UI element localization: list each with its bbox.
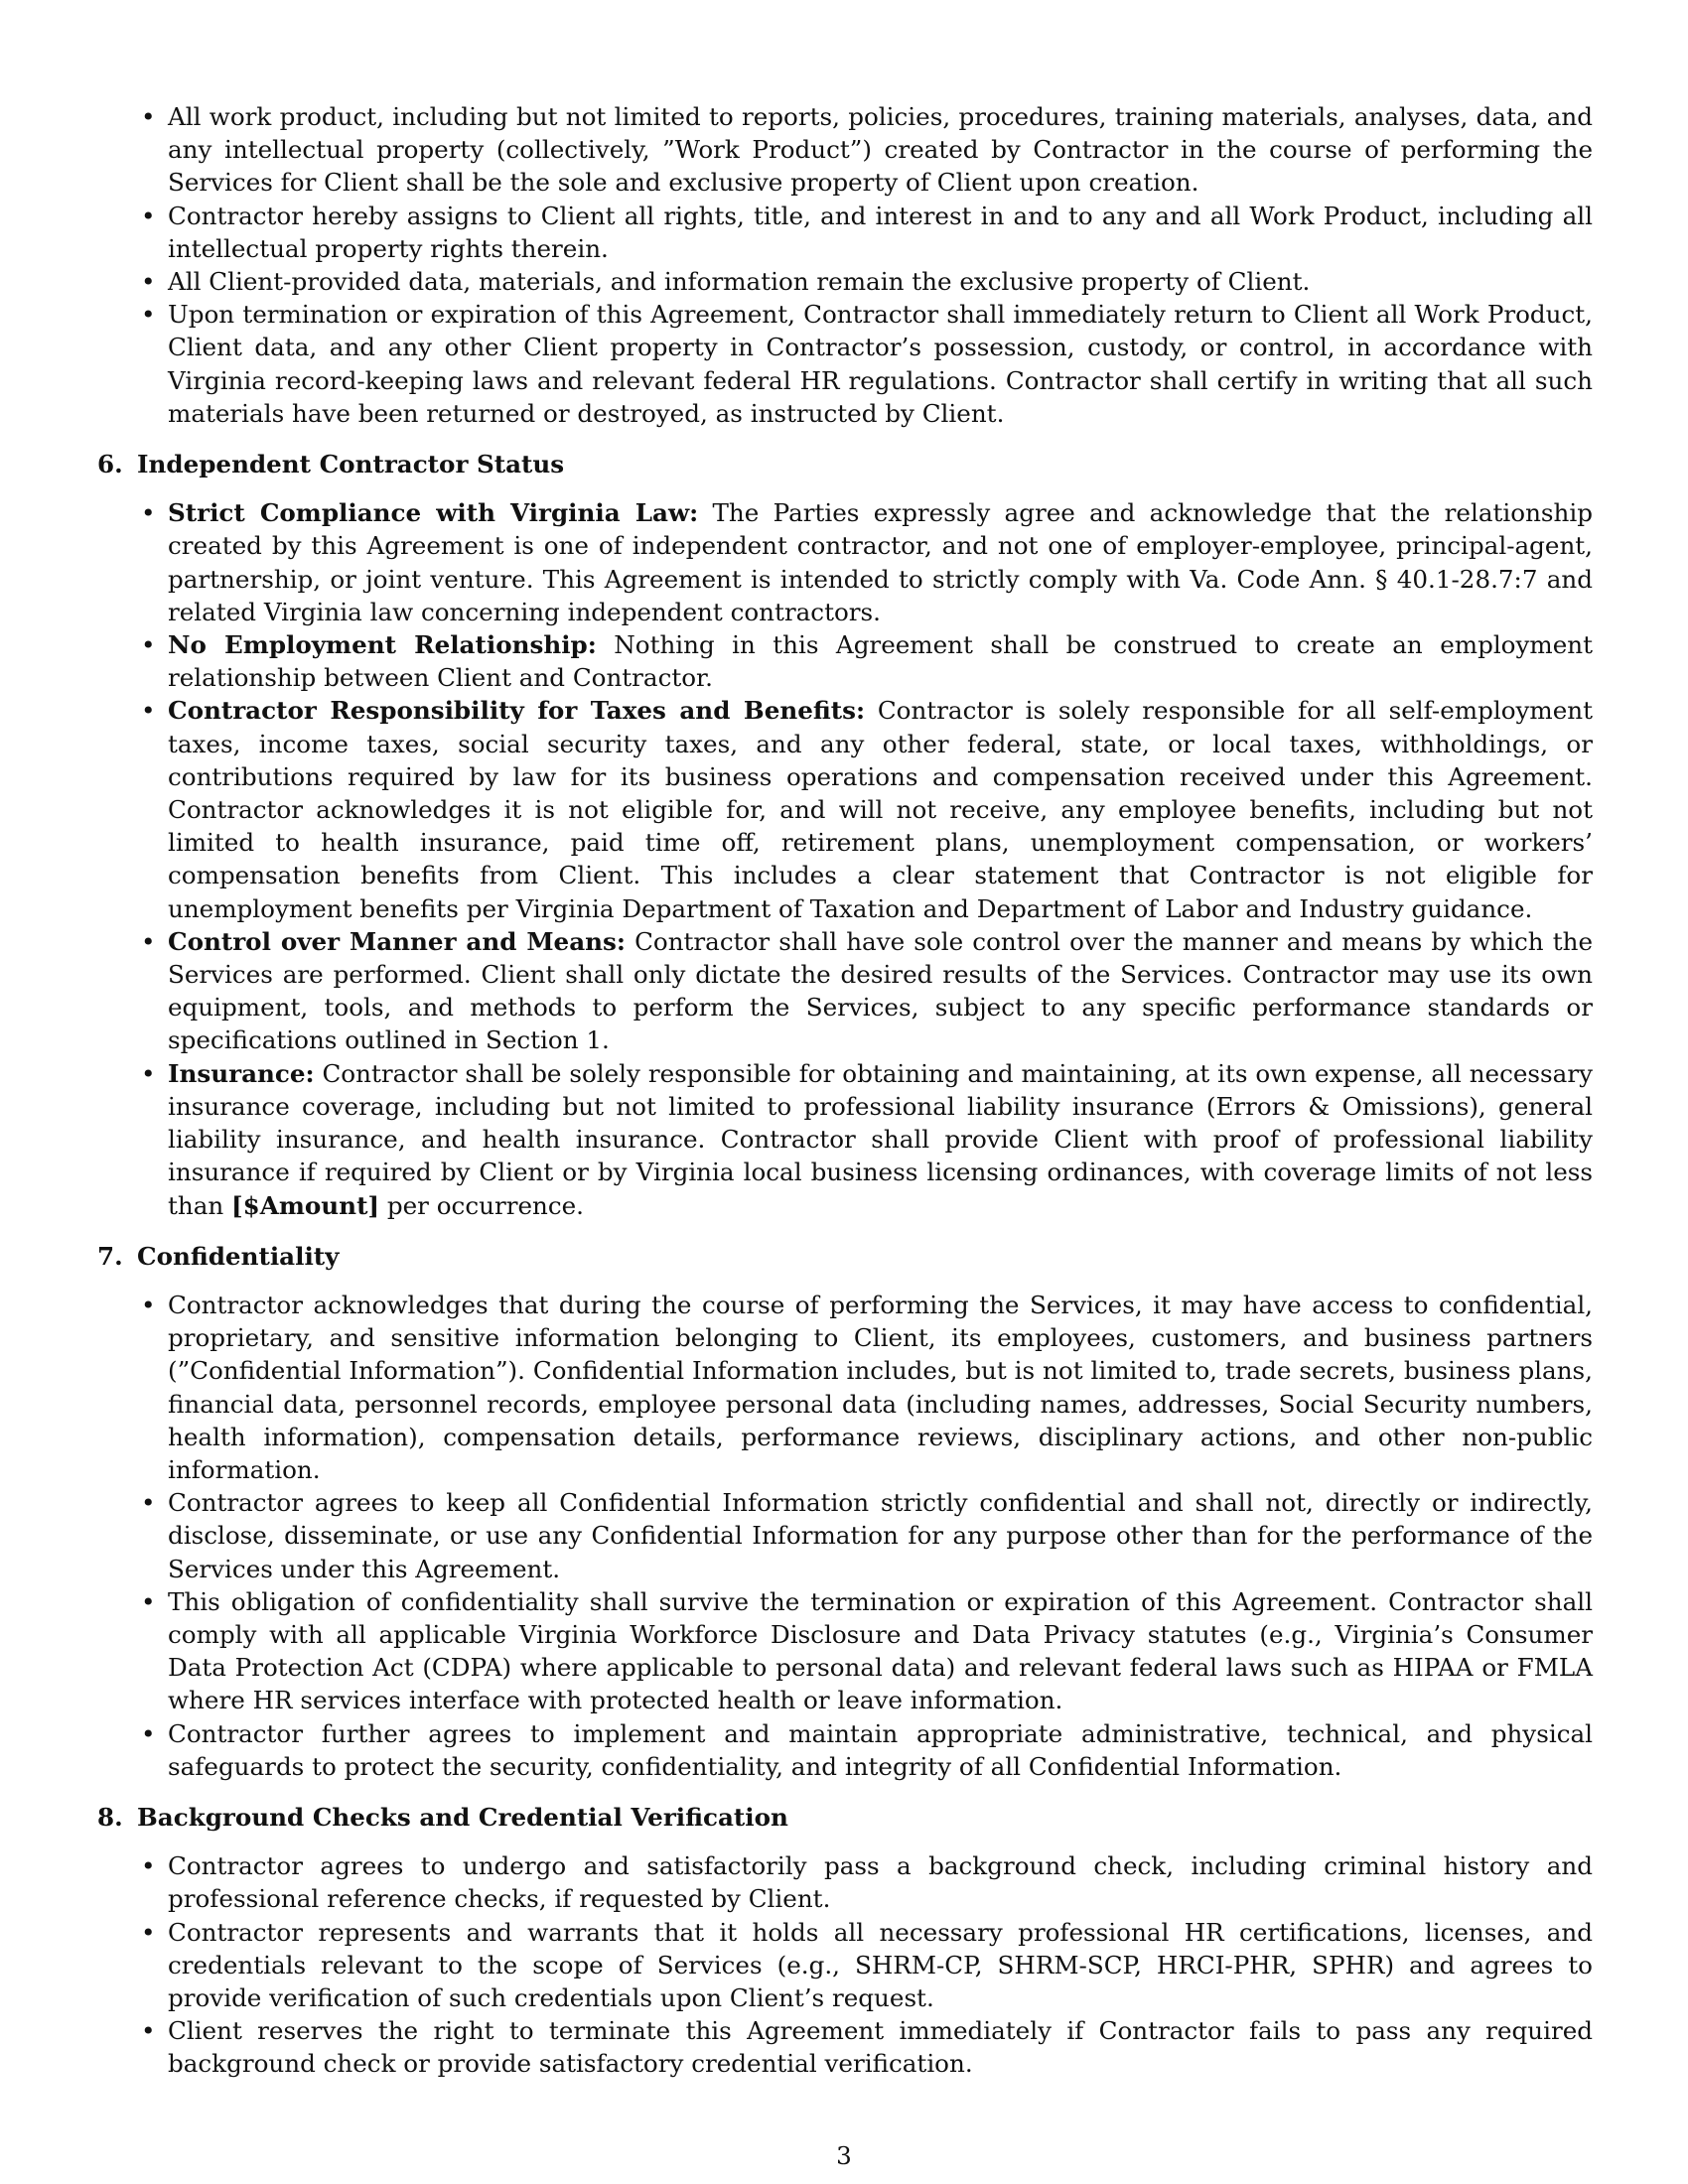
section-number: 7.	[97, 1241, 123, 1271]
list-item: • Contractor agrees to undergo and satisfactorily pass a background check, including criminal history and professional reference checks, if requested by Client.	[97, 1849, 1593, 1915]
item-lead: Insurance:	[168, 1058, 315, 1088]
independent-contractor-list	[97, 496, 1593, 1221]
section-heading-independent-contractor	[97, 448, 1593, 480]
item-text-tail: per occurrence.	[379, 1190, 584, 1220]
list-item: • Contractor represents and warrants that it holds all necessary professional HR certifications, licenses, and credentials relevant to the scope of Services (e.g., SHRM-CP, SHRM-SCP, HRCI-PHR, SPHR) and agrees to provide verification of such credentials upon Client’s request.	[97, 1916, 1593, 2015]
item-lead: No Employment Relationship:	[168, 630, 597, 660]
list-item	[97, 694, 1593, 924]
list-item: • Client reserves the right to terminate this Agreement immediately if Contractor fails to pass any required background check or provide satisfactory credential verification.	[97, 2014, 1593, 2080]
section-number: 8.	[97, 1802, 123, 1832]
item-text: Nothing in this Agreement shall be construed to create an employment relationship between Client and Contractor.	[168, 630, 1593, 693]
item-lead: Contractor Responsibility for Taxes and Benefits:	[168, 696, 866, 726]
list-item: • All work product, including but not limited to reports, policies, procedures, training materials, analyses, data, and any intellectual property (collectively, ”Work Product”) created by Contractor in the course of performing the Services for Client shall be the sole and exclusive property of Client upon creation.	[97, 100, 1593, 200]
section-title: Confidentiality	[137, 1241, 340, 1271]
section-number: 6.	[97, 450, 123, 479]
item-lead: Strict Compliance with Virginia Law:	[168, 498, 699, 528]
section-title: Independent Contractor Status	[137, 450, 565, 479]
section-heading-background-checks	[97, 1801, 1593, 1834]
list-item	[97, 925, 1593, 1057]
list-item	[97, 1057, 1593, 1222]
list-item	[97, 628, 1593, 694]
document-body	[97, 100, 1593, 2081]
list-item: • This obligation of confidentiality shall survive the termination or expiration of this Agreement. Contractor shall comply with all applicable Virginia Workforce Disclosure and Data Privacy statutes (e.g., Virginia’s Consumer Data Protection Act (CDPA) where applicable to personal data) and relevant federal laws such as HIPAA or FMLA where HR services interface with protected health or leave information.	[97, 1585, 1593, 1717]
item-text: Contractor shall have sole control over the manner and means by which the Services are performed. Client shall only dictate the desired results of the Services. Contractor may use its own equipment, tools, and methods to perform the Services, subject to any specific performance standards or specifications outlined in Section 1.	[168, 926, 1593, 1055]
page-number: 3	[836, 2141, 852, 2170]
work-product-list	[97, 100, 1593, 430]
amount-placeholder: [$Amount]	[231, 1190, 380, 1220]
list-item: • Upon termination or expiration of this Agreement, Contractor shall immediately return to Client all Work Product, Client data, and any other Client property in Contractor’s possession, custody, or control, in accordance with Virginia record-keeping laws and relevant federal HR regulations. Contractor shall certify in writing that all such materials have been returned or destroyed, as instructed by Client.	[97, 298, 1593, 430]
list-item: • Contractor further agrees to implement and maintain appropriate administrative, technical, and physical safeguards to protect the security, confidentiality, and integrity of all Confidential Information.	[97, 1717, 1593, 1783]
confidentiality-list	[97, 1289, 1593, 1783]
item-text: Contractor shall be solely responsible for obtaining and maintaining, at its own expense, all necessary insurance coverage, including but not limited to professional liability insurance (Errors & Omissions), general liability insurance, and health insurance. Contractor shall provide Client with proof of professional liability insurance if required by Client or by Virginia local business licensing ordinances, with coverage limits of not less than	[168, 1058, 1593, 1220]
list-item: • Contractor acknowledges that during the course of performing the Services, it may have access to confidential, proprietary, and sensitive information belonging to Client, its employees, customers, and business partners (”Confidential Information”). Confidential Information includes, but is not limited to, trade secrets, business plans, financial data, personnel records, employee personal data (including names, addresses, Social Security numbers, health information), compensation details, performance reviews, disciplinary actions, and other non-public information.	[97, 1289, 1593, 1486]
list-item	[97, 496, 1593, 628]
list-item: • Contractor agrees to keep all Confidential Information strictly confidential and shall not, directly or indirectly, disclose, disseminate, or use any Confidential Information for any purpose other than for the performance of the Services under this Agreement.	[97, 1486, 1593, 1585]
background-checks-list	[97, 1849, 1593, 2080]
item-text: Contractor is solely responsible for all self-employment taxes, income taxes, social security taxes, and any other federal, state, or local taxes, withholdings, or contributions required by law for its business operations and compensation received under this Agreement. Contractor acknowledges it is not eligible for, and will not receive, any employee benefits, including but not limited to health insurance, paid time off, retirement plans, unemployment compensation, or workers’ compensation benefits from Client. This includes a clear statement that Contractor is not eligible for unemployment benefits per Virginia Department of Taxation and Department of Labor and Industry guidance.	[168, 696, 1593, 923]
item-lead: Control over Manner and Means:	[168, 926, 626, 956]
section-heading-confidentiality	[97, 1240, 1593, 1273]
list-item: • Contractor hereby assigns to Client all rights, title, and interest in and to any and all Work Product, including all intellectual property rights therein.	[97, 200, 1593, 265]
section-title: Background Checks and Credential Verification	[137, 1802, 788, 1832]
list-item: • All Client-provided data, materials, and information remain the exclusive property of Client.	[97, 265, 1593, 298]
item-text: The Parties expressly agree and acknowledge that the relationship created by this Agreement is one of independent contractor, and not one of employer-employee, principal-agent, partnership, or joint venture. This Agreement is intended to strictly comply with Va. Code Ann. § 40.1-28.7:7 and related Virginia law concerning independent contractors.	[168, 498, 1593, 626]
